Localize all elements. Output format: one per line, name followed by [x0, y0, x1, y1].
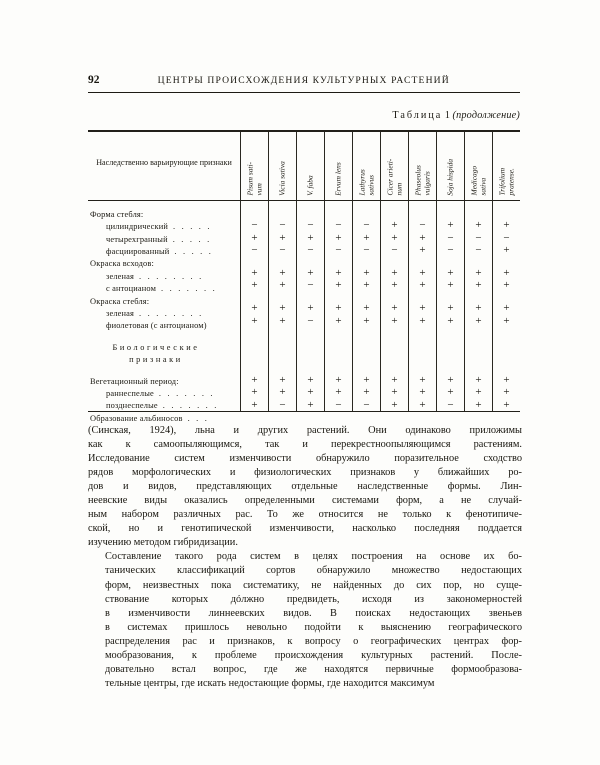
- table-cell: [465, 292, 492, 302]
- table-cell: +: [503, 314, 510, 327]
- table-cell: −: [307, 219, 314, 232]
- table-cell: +: [363, 314, 370, 327]
- table-value-column: [296, 201, 324, 411]
- table-cell: +: [363, 267, 370, 280]
- table-row-label: [90, 246, 236, 258]
- row-leader-dots: . . . . . . .: [158, 388, 215, 398]
- table-cell: +: [419, 231, 426, 244]
- table-cell: [381, 363, 408, 373]
- table-cell: +: [419, 244, 426, 257]
- column-header-label: Soja hispida: [445, 158, 455, 196]
- body-line: ствование которых дóлжно предвидеть, исходя из закономерностей: [105, 593, 522, 605]
- table-cell: +: [279, 279, 286, 292]
- table-row-labels: [88, 201, 240, 423]
- table-cell: +: [251, 398, 258, 411]
- table-cell: −: [307, 279, 314, 292]
- table-cell: +: [335, 267, 342, 280]
- column-header-label-line2: num: [393, 182, 403, 196]
- table-cell: [297, 363, 324, 373]
- table-cell: +: [251, 231, 258, 244]
- table-cell: +: [475, 386, 482, 399]
- table-cell: −: [279, 398, 286, 411]
- row-label-text: Образование альбиносов: [90, 413, 183, 423]
- table-cell: +: [419, 267, 426, 280]
- table-cell: −: [279, 244, 286, 257]
- table-cell: [269, 345, 296, 355]
- running-head-title: ЦЕНТРЫ ПРОИСХОЖДЕНИЯ КУЛЬТУРНЫХ РАСТЕНИЙ: [157, 75, 450, 86]
- table-cell: [241, 292, 268, 302]
- table-cell: +: [251, 386, 258, 399]
- table-value-column: [492, 201, 520, 411]
- table-column-header: [380, 132, 408, 200]
- table-cell: [493, 335, 520, 345]
- table-cell: +: [335, 314, 342, 327]
- table-value-column: [408, 201, 436, 411]
- table-caption: [392, 110, 520, 121]
- column-header-label: Medicago sativa: [468, 165, 487, 196]
- table-cell: [297, 257, 324, 267]
- column-header-label-line2: pratense.: [505, 168, 515, 196]
- table-cell: −: [363, 219, 370, 232]
- table-cell: [353, 209, 380, 219]
- table-label-column-header: Наследственно варьирующие признаки: [96, 158, 232, 168]
- table-value-column: [352, 201, 380, 411]
- row-spacer: [90, 367, 236, 376]
- table-row-label: [90, 296, 236, 308]
- table-cell: [437, 363, 464, 373]
- table-cell: +: [279, 373, 286, 386]
- table-cell: [409, 209, 436, 219]
- table-cell: +: [503, 279, 510, 292]
- table-column-header: [324, 132, 352, 200]
- table-cell: +: [419, 398, 426, 411]
- table-column-header: [296, 132, 324, 200]
- table-cell: +: [391, 398, 398, 411]
- table-cell: +: [307, 231, 314, 244]
- body-line: довательно встал вопрос, где же находятся первичные формообразова-: [105, 663, 522, 675]
- table-cell: [465, 363, 492, 373]
- table-cell: +: [363, 231, 370, 244]
- body-line: в системах пришлось невольно подойти к выяснению географического: [105, 621, 522, 633]
- table-column-header: [436, 132, 464, 200]
- table-cell: [437, 335, 464, 345]
- table-row-label: [90, 320, 236, 332]
- table-cell: +: [307, 267, 314, 280]
- table-cell: +: [335, 373, 342, 386]
- body-line: распределения рас и признаков, к вопросу о географических центрах фор-: [105, 635, 522, 647]
- table-cell: +: [475, 267, 482, 280]
- table-cell: +: [475, 373, 482, 386]
- table-cell: +: [251, 314, 258, 327]
- table-cell: −: [475, 244, 482, 257]
- row-leader-dots: . . . . . . .: [162, 401, 219, 411]
- row-leader-dots: . . . . . . . .: [139, 271, 204, 281]
- table-cell: −: [447, 398, 454, 411]
- body-text: [88, 424, 522, 691]
- column-header-label-line2: sativus: [365, 174, 375, 196]
- table-column-header: [240, 132, 268, 200]
- table-cell: [465, 335, 492, 345]
- table-cell: +: [391, 302, 398, 315]
- table-cell: −: [251, 244, 258, 257]
- table-cell: [493, 257, 520, 267]
- table-cell: [241, 363, 268, 373]
- table-column-header: [268, 132, 296, 200]
- table-row-label: [90, 388, 236, 400]
- table-value-column: [268, 201, 296, 411]
- column-header-label: Cicer arieti- num: [384, 158, 403, 196]
- body-line: Составление такого рода систем в целях построения на основе их бо-: [105, 551, 522, 563]
- row-leader-dots: . . . . . . . .: [139, 309, 204, 319]
- table-row-label: [90, 308, 236, 320]
- table-cell: −: [307, 314, 314, 327]
- body-line: неевские виды оказались определенными системами форм, а не случай-: [88, 495, 522, 507]
- table-cell: [297, 345, 324, 355]
- table-cell: [353, 363, 380, 373]
- body-line: мообразования, к проблеме происхождения культурных растений. После-: [105, 649, 522, 661]
- table-cell: [437, 292, 464, 302]
- body-line: тельные центры, где искать недостающие формы, где находится максимум: [105, 677, 435, 689]
- table-cell: [325, 292, 352, 302]
- table-cell: +: [503, 398, 510, 411]
- column-header-label: Ervum lens: [333, 162, 343, 196]
- table-cell: +: [335, 279, 342, 292]
- body-line: (Синская, 1924), льна и других растений. Они одинаково приложимы: [88, 425, 522, 436]
- column-header-label-line2: sativa: [477, 177, 487, 196]
- table-row-label: [90, 376, 236, 388]
- table-cell: −: [335, 244, 342, 257]
- table-cell: +: [503, 386, 510, 399]
- row-label-text: цилиндрический: [106, 222, 169, 232]
- table-cell: [241, 345, 268, 355]
- table-column-header: [352, 132, 380, 200]
- row-label-text: зеленая: [106, 271, 135, 281]
- table-body: [88, 201, 520, 423]
- row-label-text: зеленая: [106, 309, 135, 319]
- table-cell: [381, 257, 408, 267]
- table-cell: +: [279, 231, 286, 244]
- body-line: как к самоопыляющимся, так и перекрестноопыляющимся растениям.: [88, 439, 522, 451]
- table-cell: [493, 209, 520, 219]
- row-leader-dots: . . . . . . .: [161, 284, 217, 294]
- body-line: танических классификаций сортов обнаружило множество недостающих: [105, 565, 522, 577]
- table-cell: +: [391, 373, 398, 386]
- table-cell: [437, 345, 464, 355]
- row-label-text: с антоцианом: [106, 284, 157, 294]
- table-cell: +: [475, 279, 482, 292]
- table-cell: +: [503, 267, 510, 280]
- table-cell: [269, 335, 296, 345]
- table-cell: +: [447, 267, 454, 280]
- table-row-label: [90, 400, 236, 412]
- table-cell: [353, 335, 380, 345]
- table-row-label: [90, 258, 236, 270]
- table-header-row: [88, 132, 520, 200]
- table-cell: −: [447, 231, 454, 244]
- table-cell: +: [307, 302, 314, 315]
- table-value-column: [436, 201, 464, 411]
- table-row-label: [90, 283, 236, 295]
- table-cell: [241, 257, 268, 267]
- table-cell: [241, 209, 268, 219]
- table-cell: [269, 209, 296, 219]
- table-cell: [409, 292, 436, 302]
- table-row-label: [90, 234, 236, 246]
- table-cell: [269, 292, 296, 302]
- table-cell: +: [447, 386, 454, 399]
- table-cell: [409, 345, 436, 355]
- table-cell: +: [475, 219, 482, 232]
- table-cell: +: [391, 267, 398, 280]
- table-cell: [353, 345, 380, 355]
- table-cell: [409, 363, 436, 373]
- body-line: Исследование систем изменчивости обнаружило поразительное сходство: [88, 453, 522, 465]
- table-cell: +: [335, 302, 342, 315]
- column-header-label: Pisum sati- vum: [244, 162, 263, 196]
- table-cell: [297, 209, 324, 219]
- table-cell: [437, 209, 464, 219]
- table-cell: +: [279, 314, 286, 327]
- table-cell: [353, 257, 380, 267]
- table-cell: +: [503, 244, 510, 257]
- table-cell: −: [279, 219, 286, 232]
- table-section-heading: Биологические: [112, 342, 200, 352]
- table-cell: [325, 345, 352, 355]
- table-cell: +: [391, 386, 398, 399]
- table-cell: +: [447, 373, 454, 386]
- row-label-text: фиолетовая (с антоцианом): [106, 321, 207, 331]
- table-cell: +: [251, 279, 258, 292]
- table-cell: [437, 257, 464, 267]
- table-cell: +: [447, 314, 454, 327]
- table-cell: [297, 292, 324, 302]
- table-cell: −: [251, 219, 258, 232]
- row-label-text: четырехгранный: [106, 234, 168, 244]
- table-value-column: [324, 201, 352, 411]
- row-leader-dots: . . . . .: [172, 234, 212, 244]
- table-caption-label: Таблица: [392, 110, 443, 121]
- table-cell: +: [307, 398, 314, 411]
- table-cell: [381, 335, 408, 345]
- row-label-text: раннеспелые: [106, 388, 154, 398]
- page-number: 92: [88, 74, 100, 86]
- table-value-column: [464, 201, 492, 411]
- table-cell: +: [251, 373, 258, 386]
- data-table: [88, 130, 520, 423]
- table-cell: +: [503, 302, 510, 315]
- column-header-label: V. faba: [305, 175, 315, 196]
- table-column-header: [464, 132, 492, 200]
- table-cell: [325, 257, 352, 267]
- table-cell: [465, 345, 492, 355]
- column-header-label: Phaseolus vulgaris: [412, 165, 431, 196]
- body-line: ской, но и генотипической изменчивости, насколько последняя поддается: [88, 523, 522, 535]
- table-cell: −: [475, 231, 482, 244]
- column-header-label: Lathyrus sativus: [356, 169, 375, 196]
- row-label-text: Форма стебля:: [90, 209, 144, 219]
- table-cell: −: [335, 219, 342, 232]
- column-header-label: Vicia sativa: [277, 160, 287, 196]
- table-cell: +: [307, 373, 314, 386]
- table-caption-number: 1: [444, 110, 450, 121]
- table-row-label: [90, 221, 236, 233]
- table-cell: +: [363, 279, 370, 292]
- table-cell: +: [447, 302, 454, 315]
- table-cell: [325, 335, 352, 345]
- row-label-text: Окраска стебля:: [90, 296, 150, 306]
- table-cell: +: [475, 302, 482, 315]
- table-cell: +: [391, 231, 398, 244]
- body-line: форм, неизвестных пока систематику, не найденных до сих пор, но суще-: [105, 579, 522, 591]
- table-cell: +: [475, 398, 482, 411]
- running-head: [88, 74, 520, 86]
- body-line: дов и видов, представляющих отдельные наследственные формы. Лин-: [88, 481, 522, 493]
- table-cell: +: [419, 373, 426, 386]
- table-cell: −: [335, 398, 342, 411]
- table-cell: +: [419, 279, 426, 292]
- table-cell: [381, 292, 408, 302]
- table-cell: [353, 292, 380, 302]
- row-label-text: Вегетационный период:: [90, 376, 179, 386]
- table-cell: [493, 292, 520, 302]
- body-line: изучению методом гибридизации.: [88, 537, 238, 549]
- table-cell: +: [503, 373, 510, 386]
- column-header-label: Trifolium pratense.: [496, 167, 515, 196]
- table-caption-note: (продолжение): [452, 110, 520, 121]
- table-cell: +: [335, 231, 342, 244]
- table-cell: +: [279, 302, 286, 315]
- table-cell: +: [307, 386, 314, 399]
- body-line: ным набором различных рас. То же относится не только к фенотипиче-: [88, 509, 522, 521]
- table-cell: −: [391, 244, 398, 257]
- table-cell: [409, 257, 436, 267]
- table-cell: [381, 209, 408, 219]
- row-leader-dots: . . . . .: [174, 247, 214, 257]
- table-cell: −: [503, 231, 510, 244]
- table-column-header: [408, 132, 436, 200]
- table-column-header: [492, 132, 520, 200]
- body-line: в изменчивости линнеевских видов. В поисках недостающих звеньев: [105, 607, 522, 619]
- body-paragraph: [88, 424, 522, 550]
- table-cell: [241, 335, 268, 345]
- table-cell: [465, 209, 492, 219]
- table-cell: +: [251, 302, 258, 315]
- table-cell: [493, 363, 520, 373]
- row-leader-dots: . . .: [187, 413, 210, 423]
- table-cell: [269, 363, 296, 373]
- table-value-column: [240, 201, 268, 411]
- table-cell: +: [391, 219, 398, 232]
- table-cell: +: [363, 302, 370, 315]
- table-cell: +: [475, 314, 482, 327]
- table-cell: [381, 345, 408, 355]
- body-paragraph: [88, 550, 522, 690]
- row-label-text: фасциированный: [106, 247, 170, 257]
- header-rule: [88, 92, 520, 93]
- table-section-heading: признаки: [129, 355, 183, 365]
- column-header-label-line2: vum: [253, 183, 263, 196]
- table-cell: [325, 363, 352, 373]
- table-cell: +: [335, 386, 342, 399]
- table-cell: −: [447, 244, 454, 257]
- table-cell: −: [307, 244, 314, 257]
- table-cell: +: [419, 302, 426, 315]
- table-cell: +: [447, 219, 454, 232]
- table-column-headers: [240, 132, 520, 200]
- row-label-text: Окраска всходов:: [90, 259, 154, 269]
- table-cell: [269, 257, 296, 267]
- table-cell: +: [503, 219, 510, 232]
- table-row-label: [90, 271, 236, 283]
- row-leader-dots: . . . . .: [173, 222, 212, 232]
- table-cell: −: [363, 244, 370, 257]
- table-cell: [297, 335, 324, 345]
- table-cell: [493, 345, 520, 355]
- table-cell: +: [251, 267, 258, 280]
- table-cell: [325, 209, 352, 219]
- table-cell: +: [391, 314, 398, 327]
- table-cell: +: [279, 267, 286, 280]
- column-header-label-line2: vulgaris: [421, 171, 431, 196]
- row-spacer: [90, 333, 236, 342]
- table-cell: [409, 335, 436, 345]
- table-cell: [465, 257, 492, 267]
- table-cell: +: [391, 279, 398, 292]
- table-cell: −: [419, 219, 426, 232]
- row-label-text: позднеспелые: [106, 401, 158, 411]
- body-line: рядов морфологических и физиологических признаков у ближайших ро-: [88, 467, 522, 479]
- table-cell: +: [363, 373, 370, 386]
- table-cell: +: [419, 386, 426, 399]
- table-value-column: [380, 201, 408, 411]
- table-value-columns: [240, 201, 520, 411]
- table-cell: −: [363, 398, 370, 411]
- table-cell: +: [363, 386, 370, 399]
- table-cell: +: [447, 279, 454, 292]
- table-cell: +: [419, 314, 426, 327]
- table-cell: +: [279, 386, 286, 399]
- table-row-label: [90, 209, 236, 221]
